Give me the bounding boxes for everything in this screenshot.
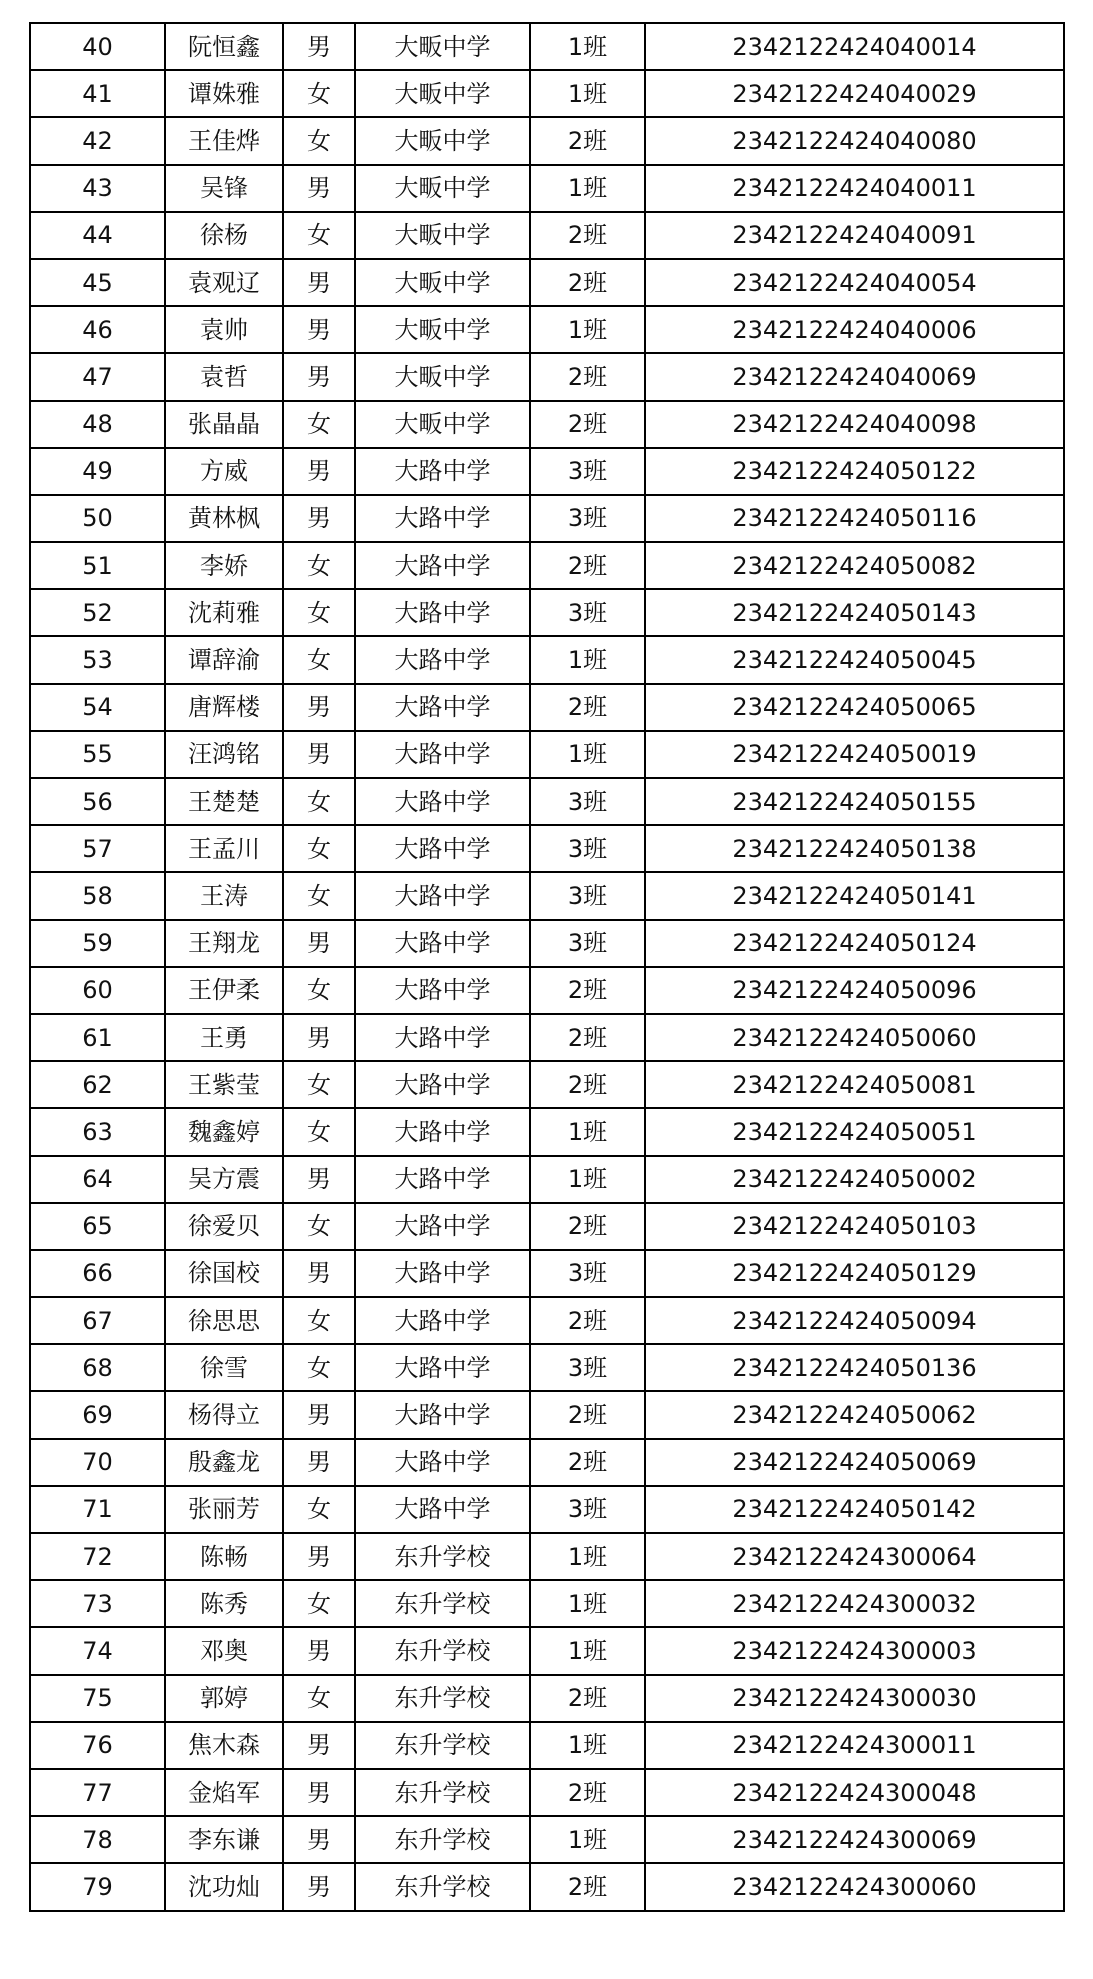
- row-number-cell: 51: [30, 542, 165, 589]
- class-cell: 1班: [530, 23, 645, 70]
- student-id-cell: 2342122424050045: [645, 636, 1064, 683]
- gender-cell: 男: [283, 731, 355, 778]
- row-number-cell: 40: [30, 23, 165, 70]
- gender-cell: 男: [283, 1391, 355, 1438]
- school-cell: 东升学校: [355, 1863, 530, 1910]
- student-id-cell: 2342122424040054: [645, 259, 1064, 306]
- student-id-cell: 2342122424050082: [645, 542, 1064, 589]
- school-cell: 东升学校: [355, 1722, 530, 1769]
- student-id-cell: 2342122424050002: [645, 1156, 1064, 1203]
- row-number-cell: 42: [30, 117, 165, 164]
- student-id-cell: 2342122424050094: [645, 1297, 1064, 1344]
- student-id-cell: 2342122424050124: [645, 920, 1064, 967]
- student-name-cell: 杨得立: [165, 1391, 283, 1438]
- student-name-cell: 陈畅: [165, 1533, 283, 1580]
- row-number-cell: 79: [30, 1863, 165, 1910]
- class-cell: 2班: [530, 1203, 645, 1250]
- table-row: [30, 259, 1064, 306]
- school-cell: 大路中学: [355, 448, 530, 495]
- class-cell: 3班: [530, 589, 645, 636]
- class-cell: 2班: [530, 1014, 645, 1061]
- school-cell: 大路中学: [355, 1344, 530, 1391]
- gender-cell: 女: [283, 1061, 355, 1108]
- row-number-cell: 61: [30, 1014, 165, 1061]
- table-row: [30, 542, 1064, 589]
- class-cell: 3班: [530, 1486, 645, 1533]
- student-name-cell: 唐辉楼: [165, 684, 283, 731]
- class-cell: 2班: [530, 684, 645, 731]
- table-row: [30, 1203, 1064, 1250]
- row-number-cell: 48: [30, 401, 165, 448]
- row-number-cell: 70: [30, 1439, 165, 1486]
- class-cell: 3班: [530, 872, 645, 919]
- table-row: [30, 1344, 1064, 1391]
- student-id-cell: 2342122424050051: [645, 1108, 1064, 1155]
- class-cell: 1班: [530, 306, 645, 353]
- row-number-cell: 66: [30, 1250, 165, 1297]
- student-id-cell: 2342122424050062: [645, 1391, 1064, 1438]
- student-id-cell: 2342122424050081: [645, 1061, 1064, 1108]
- gender-cell: 女: [283, 212, 355, 259]
- row-number-cell: 53: [30, 636, 165, 683]
- school-cell: 大路中学: [355, 967, 530, 1014]
- row-number-cell: 47: [30, 353, 165, 400]
- student-name-cell: 吴锋: [165, 165, 283, 212]
- class-cell: 2班: [530, 1391, 645, 1438]
- student-name-cell: 袁哲: [165, 353, 283, 400]
- school-cell: 大畈中学: [355, 117, 530, 164]
- school-cell: 大路中学: [355, 1391, 530, 1438]
- table-row: [30, 1627, 1064, 1674]
- student-id-cell: 2342122424040011: [645, 165, 1064, 212]
- student-name-cell: 阮恒鑫: [165, 23, 283, 70]
- student-id-cell: 2342122424050141: [645, 872, 1064, 919]
- student-name-cell: 黄林枫: [165, 495, 283, 542]
- school-cell: 大畈中学: [355, 259, 530, 306]
- roster-body: [30, 23, 1064, 1911]
- school-cell: 大畈中学: [355, 306, 530, 353]
- row-number-cell: 50: [30, 495, 165, 542]
- student-name-cell: 袁帅: [165, 306, 283, 353]
- school-cell: 大路中学: [355, 1439, 530, 1486]
- table-row: [30, 825, 1064, 872]
- gender-cell: 男: [283, 1250, 355, 1297]
- school-cell: 大路中学: [355, 1061, 530, 1108]
- student-name-cell: 陈秀: [165, 1580, 283, 1627]
- school-cell: 大路中学: [355, 825, 530, 872]
- school-cell: 大路中学: [355, 731, 530, 778]
- school-cell: 大路中学: [355, 542, 530, 589]
- class-cell: 1班: [530, 1627, 645, 1674]
- row-number-cell: 67: [30, 1297, 165, 1344]
- student-id-cell: 2342122424050069: [645, 1439, 1064, 1486]
- table-row: [30, 212, 1064, 259]
- gender-cell: 男: [283, 684, 355, 731]
- class-cell: 1班: [530, 1816, 645, 1863]
- student-id-cell: 2342122424300032: [645, 1580, 1064, 1627]
- student-name-cell: 张丽芳: [165, 1486, 283, 1533]
- row-number-cell: 49: [30, 448, 165, 495]
- table-row: [30, 684, 1064, 731]
- school-cell: 大路中学: [355, 589, 530, 636]
- school-cell: 东升学校: [355, 1816, 530, 1863]
- student-name-cell: 邓奥: [165, 1627, 283, 1674]
- gender-cell: 男: [283, 920, 355, 967]
- row-number-cell: 52: [30, 589, 165, 636]
- gender-cell: 女: [283, 542, 355, 589]
- gender-cell: 女: [283, 1344, 355, 1391]
- row-number-cell: 71: [30, 1486, 165, 1533]
- row-number-cell: 63: [30, 1108, 165, 1155]
- table-row: [30, 1769, 1064, 1816]
- gender-cell: 女: [283, 778, 355, 825]
- class-cell: 1班: [530, 731, 645, 778]
- table-row: [30, 589, 1064, 636]
- class-cell: 3班: [530, 1344, 645, 1391]
- table-row: [30, 731, 1064, 778]
- student-id-cell: 2342122424050122: [645, 448, 1064, 495]
- table-row: [30, 1486, 1064, 1533]
- table-row: [30, 1061, 1064, 1108]
- table-row: [30, 1108, 1064, 1155]
- class-cell: 1班: [530, 70, 645, 117]
- gender-cell: 男: [283, 495, 355, 542]
- row-number-cell: 59: [30, 920, 165, 967]
- class-cell: 2班: [530, 542, 645, 589]
- student-name-cell: 王孟川: [165, 825, 283, 872]
- class-cell: 2班: [530, 259, 645, 306]
- table-row: [30, 1675, 1064, 1722]
- school-cell: 大路中学: [355, 1250, 530, 1297]
- gender-cell: 男: [283, 1816, 355, 1863]
- row-number-cell: 69: [30, 1391, 165, 1438]
- student-id-cell: 2342122424040006: [645, 306, 1064, 353]
- student-id-cell: 2342122424300060: [645, 1863, 1064, 1910]
- gender-cell: 男: [283, 1722, 355, 1769]
- row-number-cell: 64: [30, 1156, 165, 1203]
- student-id-cell: 2342122424050155: [645, 778, 1064, 825]
- table-row: [30, 872, 1064, 919]
- student-id-cell: 2342122424040014: [645, 23, 1064, 70]
- student-id-cell: 2342122424050136: [645, 1344, 1064, 1391]
- gender-cell: 女: [283, 1675, 355, 1722]
- row-number-cell: 57: [30, 825, 165, 872]
- class-cell: 2班: [530, 1061, 645, 1108]
- table-row: [30, 306, 1064, 353]
- student-name-cell: 沈莉雅: [165, 589, 283, 636]
- student-id-cell: 2342122424050060: [645, 1014, 1064, 1061]
- student-id-cell: 2342122424050019: [645, 731, 1064, 778]
- table-row: [30, 967, 1064, 1014]
- school-cell: 大畈中学: [355, 353, 530, 400]
- table-row: [30, 1816, 1064, 1863]
- student-id-cell: 2342122424300048: [645, 1769, 1064, 1816]
- student-name-cell: 王佳烨: [165, 117, 283, 164]
- student-name-cell: 谭姝雅: [165, 70, 283, 117]
- row-number-cell: 56: [30, 778, 165, 825]
- row-number-cell: 62: [30, 1061, 165, 1108]
- student-name-cell: 王勇: [165, 1014, 283, 1061]
- row-number-cell: 55: [30, 731, 165, 778]
- row-number-cell: 75: [30, 1675, 165, 1722]
- table-row: [30, 1580, 1064, 1627]
- table-row: [30, 1250, 1064, 1297]
- class-cell: 1班: [530, 1722, 645, 1769]
- class-cell: 2班: [530, 1439, 645, 1486]
- student-roster-table: [29, 22, 1065, 1912]
- school-cell: 大路中学: [355, 636, 530, 683]
- row-number-cell: 68: [30, 1344, 165, 1391]
- table-row: [30, 353, 1064, 400]
- student-id-cell: 2342122424040091: [645, 212, 1064, 259]
- gender-cell: 男: [283, 1863, 355, 1910]
- gender-cell: 男: [283, 1533, 355, 1580]
- student-name-cell: 李东谦: [165, 1816, 283, 1863]
- student-name-cell: 徐杨: [165, 212, 283, 259]
- class-cell: 1班: [530, 1533, 645, 1580]
- student-id-cell: 2342122424300069: [645, 1816, 1064, 1863]
- student-name-cell: 王紫莹: [165, 1061, 283, 1108]
- student-id-cell: 2342122424040069: [645, 353, 1064, 400]
- gender-cell: 男: [283, 1769, 355, 1816]
- table-row: [30, 165, 1064, 212]
- table-row: [30, 117, 1064, 164]
- row-number-cell: 45: [30, 259, 165, 306]
- row-number-cell: 60: [30, 967, 165, 1014]
- student-id-cell: 2342122424300003: [645, 1627, 1064, 1674]
- school-cell: 东升学校: [355, 1533, 530, 1580]
- school-cell: 大路中学: [355, 920, 530, 967]
- gender-cell: 男: [283, 1156, 355, 1203]
- row-number-cell: 44: [30, 212, 165, 259]
- student-name-cell: 李娇: [165, 542, 283, 589]
- school-cell: 大路中学: [355, 1297, 530, 1344]
- gender-cell: 女: [283, 825, 355, 872]
- student-id-cell: 2342122424050103: [645, 1203, 1064, 1250]
- class-cell: 2班: [530, 401, 645, 448]
- student-name-cell: 金焰军: [165, 1769, 283, 1816]
- student-id-cell: 2342122424050096: [645, 967, 1064, 1014]
- student-name-cell: 王伊柔: [165, 967, 283, 1014]
- student-id-cell: 2342122424040029: [645, 70, 1064, 117]
- gender-cell: 女: [283, 636, 355, 683]
- class-cell: 1班: [530, 1580, 645, 1627]
- gender-cell: 女: [283, 1297, 355, 1344]
- student-name-cell: 徐雪: [165, 1344, 283, 1391]
- student-id-cell: 2342122424300030: [645, 1675, 1064, 1722]
- school-cell: 大路中学: [355, 872, 530, 919]
- row-number-cell: 78: [30, 1816, 165, 1863]
- gender-cell: 男: [283, 353, 355, 400]
- gender-cell: 男: [283, 1014, 355, 1061]
- gender-cell: 女: [283, 872, 355, 919]
- gender-cell: 男: [283, 1439, 355, 1486]
- table-row: [30, 23, 1064, 70]
- row-number-cell: 43: [30, 165, 165, 212]
- class-cell: 3班: [530, 778, 645, 825]
- student-name-cell: 张晶晶: [165, 401, 283, 448]
- school-cell: 东升学校: [355, 1769, 530, 1816]
- class-cell: 1班: [530, 1156, 645, 1203]
- gender-cell: 男: [283, 448, 355, 495]
- school-cell: 大路中学: [355, 1156, 530, 1203]
- class-cell: 3班: [530, 448, 645, 495]
- table-row: [30, 636, 1064, 683]
- student-id-cell: 2342122424300011: [645, 1722, 1064, 1769]
- gender-cell: 男: [283, 1627, 355, 1674]
- student-id-cell: 2342122424300064: [645, 1533, 1064, 1580]
- table-row: [30, 1156, 1064, 1203]
- student-name-cell: 王涛: [165, 872, 283, 919]
- school-cell: 大畈中学: [355, 212, 530, 259]
- table-row: [30, 448, 1064, 495]
- row-number-cell: 65: [30, 1203, 165, 1250]
- student-name-cell: 袁观辽: [165, 259, 283, 306]
- table-row: [30, 920, 1064, 967]
- student-name-cell: 郭婷: [165, 1675, 283, 1722]
- row-number-cell: 72: [30, 1533, 165, 1580]
- student-name-cell: 徐思思: [165, 1297, 283, 1344]
- table-row: [30, 1533, 1064, 1580]
- row-number-cell: 41: [30, 70, 165, 117]
- student-id-cell: 2342122424040098: [645, 401, 1064, 448]
- row-number-cell: 54: [30, 684, 165, 731]
- school-cell: 大畈中学: [355, 23, 530, 70]
- gender-cell: 女: [283, 1203, 355, 1250]
- class-cell: 3班: [530, 1250, 645, 1297]
- school-cell: 大路中学: [355, 778, 530, 825]
- school-cell: 大畈中学: [355, 70, 530, 117]
- student-name-cell: 王翔龙: [165, 920, 283, 967]
- student-id-cell: 2342122424050142: [645, 1486, 1064, 1533]
- row-number-cell: 58: [30, 872, 165, 919]
- school-cell: 大路中学: [355, 495, 530, 542]
- student-name-cell: 殷鑫龙: [165, 1439, 283, 1486]
- class-cell: 1班: [530, 165, 645, 212]
- class-cell: 2班: [530, 353, 645, 400]
- class-cell: 3班: [530, 920, 645, 967]
- table-row: [30, 1014, 1064, 1061]
- student-name-cell: 焦木森: [165, 1722, 283, 1769]
- row-number-cell: 76: [30, 1722, 165, 1769]
- school-cell: 大畈中学: [355, 401, 530, 448]
- table-row: [30, 1439, 1064, 1486]
- gender-cell: 女: [283, 401, 355, 448]
- student-id-cell: 2342122424050138: [645, 825, 1064, 872]
- gender-cell: 男: [283, 165, 355, 212]
- student-name-cell: 沈功灿: [165, 1863, 283, 1910]
- gender-cell: 女: [283, 1580, 355, 1627]
- class-cell: 2班: [530, 1675, 645, 1722]
- student-name-cell: 徐爱贝: [165, 1203, 283, 1250]
- student-name-cell: 汪鸿铭: [165, 731, 283, 778]
- row-number-cell: 73: [30, 1580, 165, 1627]
- row-number-cell: 77: [30, 1769, 165, 1816]
- student-name-cell: 谭辞渝: [165, 636, 283, 683]
- class-cell: 3班: [530, 495, 645, 542]
- class-cell: 2班: [530, 1297, 645, 1344]
- student-name-cell: 方威: [165, 448, 283, 495]
- class-cell: 2班: [530, 117, 645, 164]
- student-id-cell: 2342122424050129: [645, 1250, 1064, 1297]
- row-number-cell: 74: [30, 1627, 165, 1674]
- table-row: [30, 778, 1064, 825]
- table-row: [30, 1722, 1064, 1769]
- gender-cell: 女: [283, 589, 355, 636]
- student-name-cell: 魏鑫婷: [165, 1108, 283, 1155]
- gender-cell: 男: [283, 259, 355, 306]
- school-cell: 东升学校: [355, 1627, 530, 1674]
- student-id-cell: 2342122424050116: [645, 495, 1064, 542]
- table-row: [30, 1863, 1064, 1910]
- gender-cell: 男: [283, 23, 355, 70]
- gender-cell: 女: [283, 70, 355, 117]
- school-cell: 大路中学: [355, 1203, 530, 1250]
- table-row: [30, 70, 1064, 117]
- student-name-cell: 吴方震: [165, 1156, 283, 1203]
- class-cell: 1班: [530, 1108, 645, 1155]
- class-cell: 2班: [530, 967, 645, 1014]
- class-cell: 3班: [530, 825, 645, 872]
- school-cell: 大路中学: [355, 1486, 530, 1533]
- gender-cell: 女: [283, 1108, 355, 1155]
- gender-cell: 女: [283, 1486, 355, 1533]
- table-row: [30, 1297, 1064, 1344]
- student-name-cell: 王楚楚: [165, 778, 283, 825]
- table-row: [30, 1391, 1064, 1438]
- class-cell: 2班: [530, 1769, 645, 1816]
- table-row: [30, 495, 1064, 542]
- school-cell: 东升学校: [355, 1675, 530, 1722]
- class-cell: 2班: [530, 1863, 645, 1910]
- gender-cell: 男: [283, 306, 355, 353]
- gender-cell: 女: [283, 117, 355, 164]
- school-cell: 大路中学: [355, 1014, 530, 1061]
- student-id-cell: 2342122424040080: [645, 117, 1064, 164]
- row-number-cell: 46: [30, 306, 165, 353]
- school-cell: 大路中学: [355, 684, 530, 731]
- class-cell: 1班: [530, 636, 645, 683]
- school-cell: 大畈中学: [355, 165, 530, 212]
- table-row: [30, 401, 1064, 448]
- student-id-cell: 2342122424050065: [645, 684, 1064, 731]
- student-name-cell: 徐国校: [165, 1250, 283, 1297]
- gender-cell: 女: [283, 967, 355, 1014]
- class-cell: 2班: [530, 212, 645, 259]
- school-cell: 大路中学: [355, 1108, 530, 1155]
- school-cell: 东升学校: [355, 1580, 530, 1627]
- student-id-cell: 2342122424050143: [645, 589, 1064, 636]
